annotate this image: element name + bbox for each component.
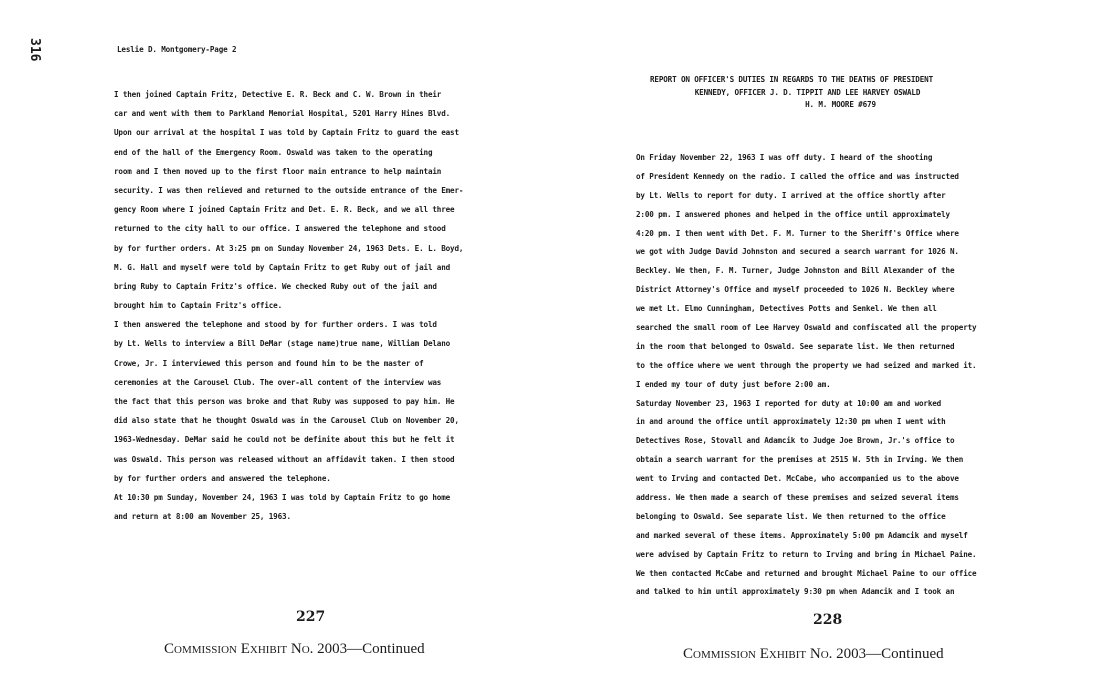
text-line: went to Irving and contacted Det. McCabe, who accompanied us to the above xyxy=(636,474,959,484)
text-line: 4:20 pm. I then went with Det. F. M. Turner to the Sheriff's Office where xyxy=(636,228,959,238)
text-line: end of the hall of the Emergency Room. Oswald was taken to the operating xyxy=(114,147,433,157)
text-line: car and went with them to Parkland Memorial Hospital, 5201 Harry Hines Blvd. xyxy=(114,109,451,119)
margin-page-number: 316 xyxy=(27,38,42,62)
text-line: brought him to Captain Fritz's office. xyxy=(114,301,283,311)
text-line: Beckley. We then, F. M. Turner, Judge Johnston and Bill Alexander of the xyxy=(636,266,955,276)
text-line: I then answered the telephone and stood by for further orders. I was told xyxy=(114,320,437,330)
text-line: returned to the city hall to our office. I answered the telephone and stood xyxy=(114,224,446,234)
text-line: were advised by Captain Fritz to return to Irving and bring in Michael Paine. xyxy=(636,549,977,559)
text-line: On Friday November 22, 1963 I was off duty. I heard of the shooting xyxy=(636,153,933,162)
text-line: we got with Judge David Johnston and secured a search warrant for 1026 N. xyxy=(636,247,959,257)
text-line: At 10:30 pm Sunday, November 24, 1963 I was told by Captain Fritz to go home xyxy=(114,492,451,502)
text-line: and talked to him until approximately 9:30 pm when Adamcik and I took an xyxy=(636,587,955,597)
left-page-number: 227 xyxy=(296,609,326,625)
report-title xyxy=(650,74,933,112)
caption-prefix: Commission Exhibit No. xyxy=(164,641,314,657)
caption-prefix: Commission Exhibit No. xyxy=(683,646,833,662)
right-page-caption xyxy=(683,646,944,663)
text-line: to the office where we went through the property we had seized and marked it. xyxy=(636,360,977,370)
text-line: belonging to Oswald. See separate list. We then returned to the office xyxy=(636,511,946,521)
text-line: 1963-Wednesday. DeMar said he could not be definite about this but he felt it xyxy=(114,435,455,445)
text-line: we met Lt. Elmo Cunningham, Detectives Potts and Senkel. We then all xyxy=(636,304,937,314)
text-line: did also state that he thought Oswald was in the Carousel Club on November 20, xyxy=(114,416,459,426)
text-line: the fact that this person was broke and that Ruby was supposed to pay him. He xyxy=(114,397,455,406)
left-page-body xyxy=(114,85,463,526)
text-line: 2:00 pm. I answered phones and helped in the office until approximately xyxy=(636,209,950,219)
text-line: M. G. Hall and myself were told by Captain Fritz to get Ruby out of jail and xyxy=(114,262,451,272)
text-line: obtain a search warrant for the premises at 2515 W. 5th in Irving. We then xyxy=(636,455,964,465)
text-line: in the room that belonged to Oswald. See separate list. We then returned xyxy=(636,341,955,351)
left-page-header: Leslie D. Montgomery-Page 2 xyxy=(117,45,237,54)
text-line: bring Ruby to Captain Fritz's office. We checked Ruby out of the jail and xyxy=(114,281,437,291)
text-line: I then joined Captain Fritz, Detective E. R. Beck and C. W. Brown in their xyxy=(114,90,442,99)
text-line: I ended my tour of duty just before 2:00 am. xyxy=(636,379,831,389)
text-line: by Lt. Wells to interview a Bill DeMar (stage name)true name, William Delano xyxy=(114,339,451,349)
text-line: We then contacted McCabe and returned and brought Michael Paine to our office xyxy=(636,568,977,578)
left-page-caption xyxy=(164,641,425,658)
text-line: security. I was then relieved and returned to the outside entrance of the Emer- xyxy=(114,185,464,195)
text-line: in and around the office until approximately 12:30 pm when I went with xyxy=(636,417,946,427)
report-title-line: REPORT ON OFFICER'S DUTIES IN REGARDS TO THE DEATHS OF PRESIDENT xyxy=(650,75,933,84)
text-line: searched the small room of Lee Harvey Oswald and confiscated all the property xyxy=(636,323,977,333)
text-line: and return at 8:00 am November 25, 1963. xyxy=(114,512,291,522)
text-line: gency Room where I joined Captain Fritz and Det. E. R. Beck, and we all three xyxy=(114,205,455,215)
text-line: and marked several of these items. Approximately 5:00 pm Adamcik and myself xyxy=(636,530,968,540)
text-line: Crowe, Jr. I interviewed this person and found him to be the master of xyxy=(114,358,424,368)
text-line: Detectives Rose, Stovall and Adamcik to Judge Joe Brown, Jr.'s office to xyxy=(636,436,955,446)
report-title-line: H. M. MOORE #679 xyxy=(805,100,876,109)
text-line: by for further orders and answered the telephone. xyxy=(114,473,331,483)
text-line: Saturday November 23, 1963 I reported for duty at 10:00 am and worked xyxy=(636,398,942,408)
text-line: by for further orders. At 3:25 pm on Sunday November 24, 1963 Dets. E. L. Boyd, xyxy=(114,243,464,253)
right-page-number: 228 xyxy=(813,612,843,628)
text-line: was Oswald. This person was released without an affidavit taken. I then stood xyxy=(114,454,455,464)
caption-number: 2003—Continued xyxy=(317,641,425,657)
text-line: address. We then made a search of these premises and seized several items xyxy=(636,493,959,503)
caption-number: 2003—Continued xyxy=(836,646,944,662)
text-line: of President Kennedy on the radio. I called the office and was instructed xyxy=(636,171,959,181)
text-line: by Lt. Wells to report for duty. I arrived at the office shortly after xyxy=(636,190,946,200)
report-title-line: KENNEDY, OFFICER J. D. TIPPIT AND LEE HARVEY OSWALD xyxy=(694,87,921,97)
right-page-body xyxy=(636,149,976,602)
text-line: ceremonies at the Carousel Club. The over-all content of the interview was xyxy=(114,377,442,387)
text-line: room and I then moved up to the first floor main entrance to help maintain xyxy=(114,166,442,176)
text-line: District Attorney's Office and myself proceeded to 1026 N. Beckley where xyxy=(636,285,955,295)
text-line: Upon our arrival at the hospital I was told by Captain Fritz to guard the east xyxy=(114,128,459,138)
